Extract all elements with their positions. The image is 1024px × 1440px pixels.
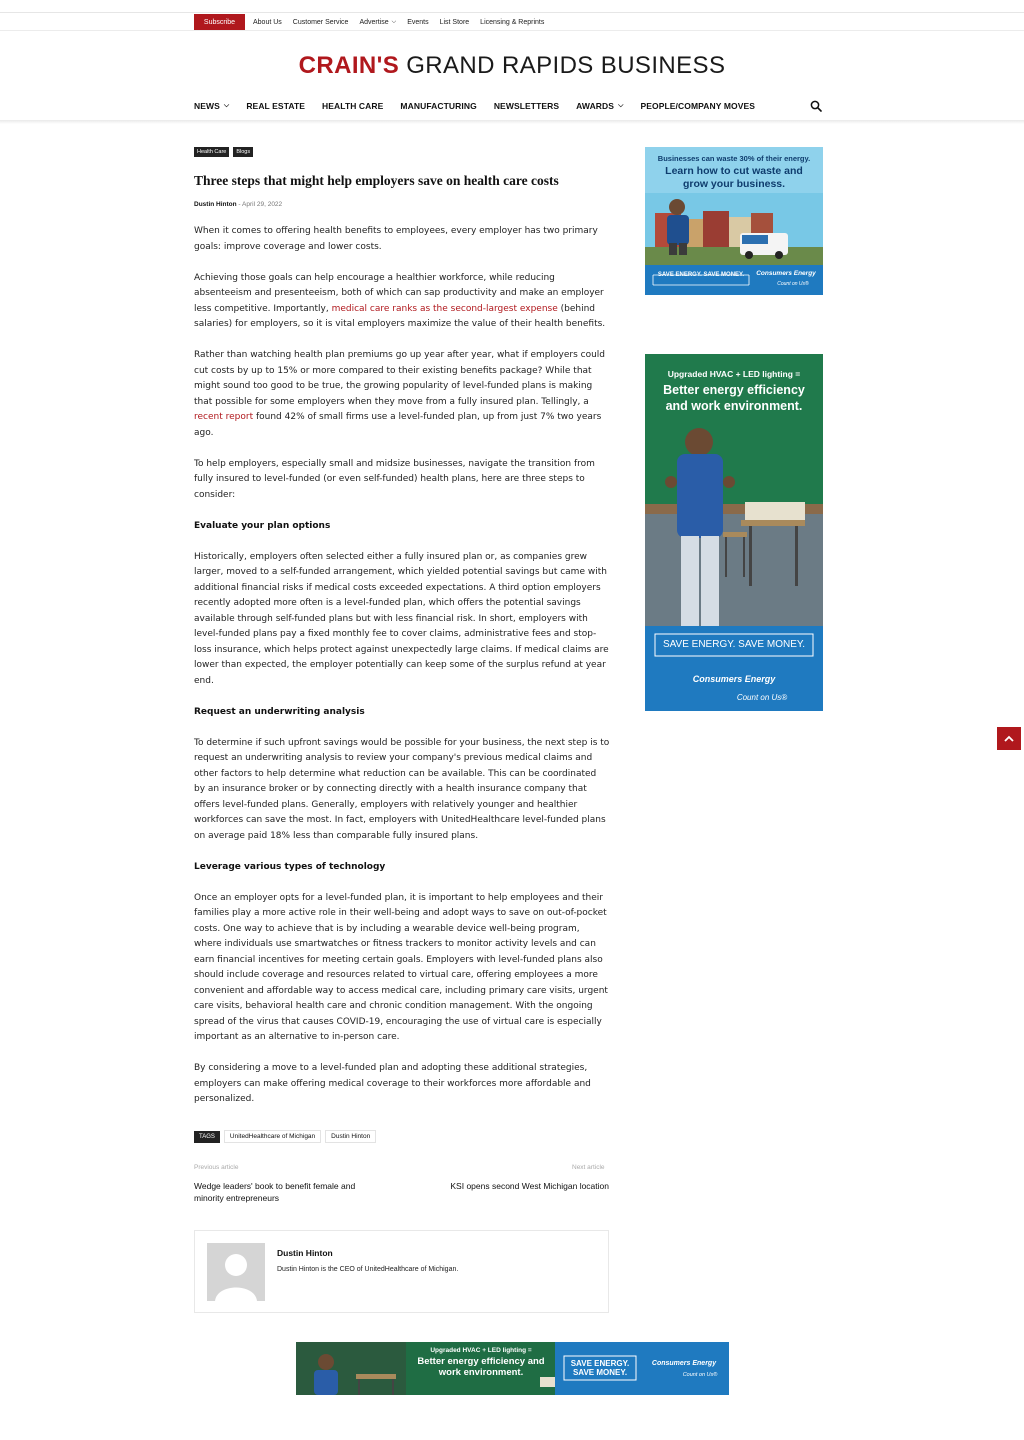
subheading: Leverage various types of technology <box>194 861 386 872</box>
sidebar-ad-top[interactable] <box>645 147 823 295</box>
search-icon[interactable] <box>810 100 822 112</box>
chevron-down-icon: ⌵ <box>618 102 624 109</box>
top-link-about-us[interactable]: About Us <box>253 18 282 26</box>
subheading: Request an underwriting analysis <box>194 706 365 717</box>
ad1-headline-small: Businesses can waste 30% of their energy. <box>657 154 811 163</box>
top-link-advertise-label: Advertise <box>359 18 389 26</box>
previous-article-link[interactable]: Wedge leaders' book to benefit female and minority entrepreneurs <box>194 1181 356 1203</box>
article-body <box>194 224 610 1123</box>
ad2-brand-logo: Consumers Energy <box>692 674 776 684</box>
logo-brand: CRAIN'S <box>298 52 400 79</box>
author-box <box>194 1230 609 1313</box>
subheading: Evaluate your plan options <box>194 520 331 531</box>
site-logo[interactable] <box>0 52 1024 80</box>
paragraph: By considering a move to a level-funded plan and adopting these additional strategies, employers can make offering medical coverage to their workforces more affordable and personalized. <box>194 1063 591 1104</box>
ad2-headline-small: Upgraded HVAC + LED lighting = <box>667 369 801 379</box>
ad1-tagline: Count on Us® <box>777 281 809 287</box>
byline <box>194 201 282 208</box>
paragraph <box>194 271 610 333</box>
subscribe-button[interactable]: Subscribe <box>194 14 245 31</box>
ad3-slogan: SAVE ENERGY. SAVE MONEY. <box>570 1359 630 1377</box>
top-link-customer-service[interactable]: Customer Service <box>292 18 349 26</box>
ad3-headline: Better energy efficiency and work environment. <box>417 1356 545 1378</box>
nav-news-label: NEWS <box>194 101 220 111</box>
nav-awards-label: AWARDS <box>576 101 615 111</box>
tag-unitedhealthcare[interactable]: UnitedHealthcare of Michigan <box>224 1130 321 1143</box>
ad3-tagline: Count on Us® <box>682 1372 718 1378</box>
paragraph: To help employers, especially small and midsize businesses, navigate the transition from fully insured to level-funded (or even self-funded) health plans, here are three steps to consider: <box>194 458 595 500</box>
category-tag-health-care[interactable]: Health Care <box>194 147 229 157</box>
paragraph-text: Achieving those goals can help encourage a healthier workforce, while reducing absenteeism and presenteeism, both of which can sap productivity and make an employer less competitive. Importantly, <box>194 272 604 314</box>
ad2-slogan: SAVE ENERGY. SAVE MONEY. <box>662 639 806 650</box>
author-box-bio: Dustin Hinton is the CEO of UnitedHealthcare of Michigan. <box>277 1266 459 1273</box>
nav-health-care[interactable]: HEALTH CARE <box>322 101 384 111</box>
ad2-tagline: Count on Us® <box>736 693 788 702</box>
top-link-advertise[interactable] <box>359 19 396 26</box>
nav-awards[interactable] <box>576 101 623 111</box>
sidebar-ad-tall[interactable] <box>645 354 823 711</box>
category-tags <box>194 147 257 157</box>
byline-separator: - <box>238 201 241 208</box>
nav-people-company-moves[interactable]: PEOPLE/COMPANY MOVES <box>640 101 756 111</box>
next-article-link[interactable]: KSI opens second West Michigan location <box>450 1181 609 1191</box>
nav-newsletters[interactable]: NEWSLETTERS <box>493 101 560 111</box>
top-bar <box>0 12 1024 30</box>
main-nav <box>194 96 830 116</box>
ad2-headline: Better energy efficiency and work environment. <box>663 383 805 413</box>
logo-rest: GRAND RAPIDS BUSINESS <box>406 52 726 79</box>
paragraph: Once an employer opts for a level-funded plan, it is important to help employees and their families play a more active role in their well-being and adopt ways to save on out-of-pocket costs. One way to achieve that is by including a wearable device well-being program, where individuals use smartwatches or fitness trackers to monitor activity levels and can earn financial incentives for meeting certain goals. Employers with level-funded plans also should include coverage and resources related to virtual care, offering employees a more convenient and affordable way to access medical care, including primary care visits, urgent care visits, behavioral health care and chronic condition management. With the ongoing spread of the virus that causes COVID-19, encouraging the use of virtual care is especially important as an alternative to in-person care. <box>194 892 608 1042</box>
paragraph-text: Rather than watching health plan premiums go up year after year, what if employers could cut costs by up to 15% or more compared to their existing benefits package? While that might sound too good to be true, the growing popularity of level-funded plans is making that possible for some employers when they move from a fully insured plan. Tellingly, a <box>194 350 605 407</box>
top-bar-divider <box>0 30 1024 31</box>
ad1-brand-logo: Consumers Energy <box>756 270 816 277</box>
ad1-headline: Learn how to cut waste and grow your business. <box>665 165 803 190</box>
byline-date: April 29, 2022 <box>242 201 283 208</box>
nav-divider <box>0 120 1024 124</box>
link-medical-care-expense[interactable]: medical care ranks as the second-largest expense <box>331 303 558 314</box>
nav-news[interactable] <box>194 101 229 111</box>
bottom-banner-ad[interactable] <box>296 1342 729 1395</box>
link-recent-report[interactable]: recent report <box>194 412 254 422</box>
ad1-slogan: SAVE ENERGY. SAVE MONEY. <box>657 272 745 278</box>
nav-manufacturing[interactable]: MANUFACTURING <box>400 101 477 111</box>
next-article-label: Next article <box>572 1164 605 1171</box>
paragraph <box>194 348 610 441</box>
tags-row <box>194 1130 380 1143</box>
byline-author[interactable]: Dustin Hinton <box>194 201 237 208</box>
tags-label: TAGS <box>194 1131 220 1143</box>
avatar[interactable] <box>207 1243 265 1301</box>
paragraph: When it comes to offering health benefits to employees, every employer has two primary goals: improve coverage and lower costs. <box>194 226 598 252</box>
category-tag-blogs[interactable]: Blogs <box>233 147 253 157</box>
author-box-name[interactable]: Dustin Hinton <box>277 1248 333 1258</box>
paragraph: To determine if such upfront savings would be possible for your business, the next step is to request an underwriting analysis to review your company's previous medical claims and other factors to help determine what reduction can be available. This can be coordinated by an insurance broker or by connecting directly with a health insurance company that offers level-funded plans. Generally, employers with relatively younger and healthier workforces can save the most. In fact, employers with UnitedHealthcare level-funded plans on average paid 18% less than comparable fully insured plans. <box>194 737 610 841</box>
chevron-down-icon: ⌵ <box>391 18 397 25</box>
nav-real-estate[interactable]: REAL ESTATE <box>246 101 306 111</box>
scroll-to-top-button[interactable] <box>997 727 1021 750</box>
paragraph-text: found 42% of small firms use a level-funded plan, up from just 7% two years ago. <box>194 412 602 438</box>
top-link-licensing[interactable]: Licensing & Reprints <box>480 18 545 26</box>
user-silhouette-icon <box>207 1243 265 1301</box>
ad3-headline-small: Upgraded HVAC + LED lighting = <box>430 1347 532 1354</box>
tag-dustin-hinton[interactable]: Dustin Hinton <box>325 1130 376 1143</box>
top-bar-links <box>194 13 555 31</box>
chevron-up-icon <box>1003 733 1015 745</box>
previous-article-label: Previous article <box>194 1164 239 1171</box>
ad3-brand-logo: Consumers Energy <box>651 1360 717 1367</box>
article-title: Three steps that might help employers save on health care costs <box>194 173 559 188</box>
paragraph: Historically, employers often selected either a fully insured plan or, as companies grew larger, moved to a self-funded arrangement, which yielded potential savings but came with additional financial risks if medical costs exceeded expectations. A third option employers recently adopted more often is a level-funded plan, which offers the potential savings available through self-funded plans but with less financial risk. In short, employers with level-funded plans pay a fixed monthly fee to cover claims, administrative fees and stop-loss insurance, which helps protect against unexpectedly large claims. If medical claims are lower than expected, the employer potentially can keep some of the surplus refund at year end. <box>194 551 609 686</box>
paragraph-text: (behind salaries) for employers, so it is vital employers maximize the value of their health benefits. <box>194 303 606 329</box>
top-link-events[interactable]: Events <box>407 18 429 26</box>
top-link-list-store[interactable]: List Store <box>439 18 470 26</box>
chevron-down-icon: ⌵ <box>223 102 230 109</box>
